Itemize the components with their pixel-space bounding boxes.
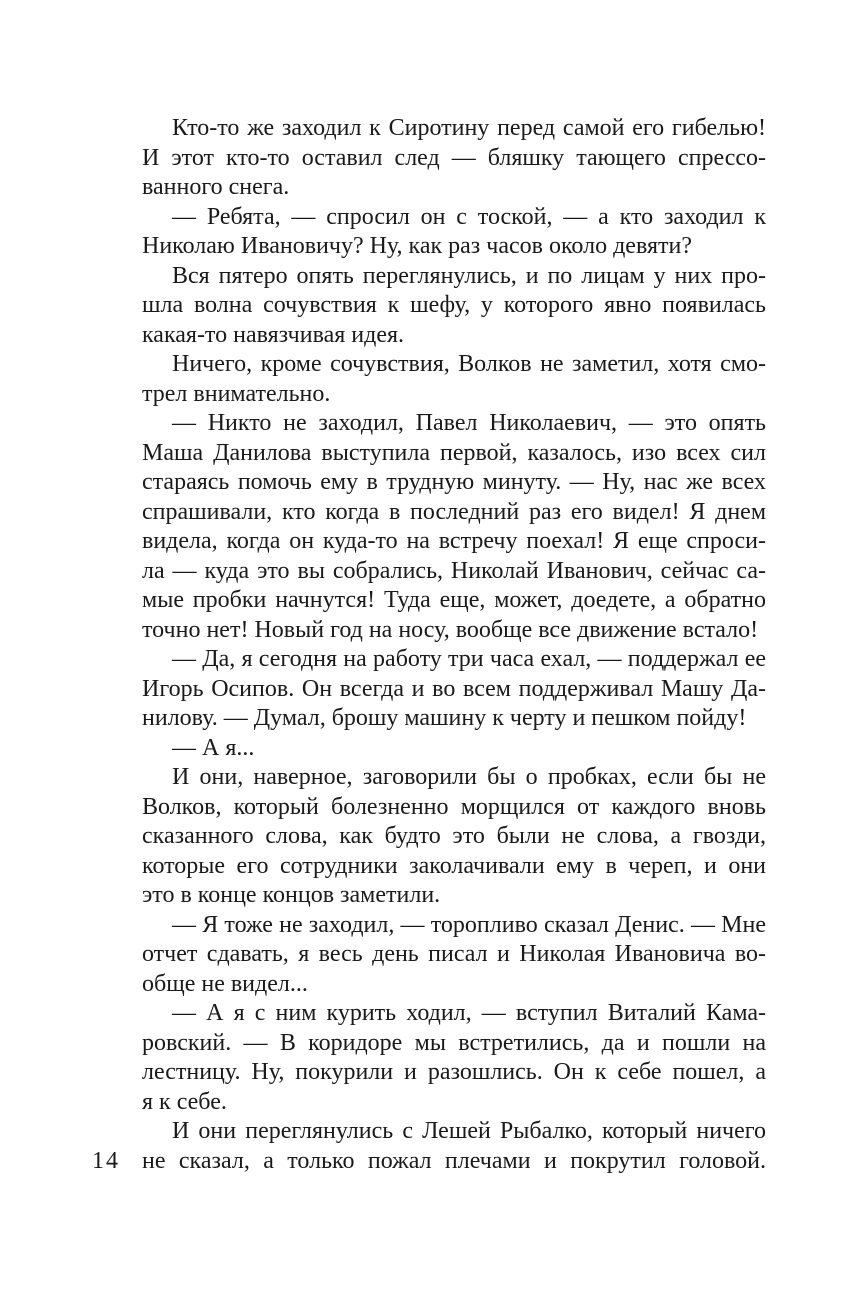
text-line: И они переглянулись с Лешей Рыбалко, который ничего xyxy=(172,1118,766,1144)
text-line: отчет сдавать, я весь день писал и Николая Ивановича во- xyxy=(142,941,766,967)
text-line: мые пробки начнутся! Туда еще, может, доедете, а обратно xyxy=(142,587,766,613)
text-line: — А я с ним курить ходил, — вступил Виталий Кама- xyxy=(172,1000,766,1026)
text-line: Волков, который болезненно морщился от каждого вновь xyxy=(142,793,766,820)
text-line: — А я... xyxy=(172,734,255,761)
page-body-text xyxy=(142,114,766,1176)
text-line: — Ребята, — спросил он с тоской, — а кто заходил к xyxy=(172,203,766,230)
text-line: это в конце концов заметили. xyxy=(142,882,441,908)
text-line: стараясь помочь ему в трудную минуту. — Ну, нас же всех xyxy=(142,469,766,495)
text-line: ла — куда это вы собрались, Николай Иванович, сейчас са- xyxy=(142,557,766,584)
text-line: шла волна сочувствия к шефу, у которого явно появилась xyxy=(142,292,766,318)
page-number: 14 xyxy=(92,1148,120,1174)
text-line: Игорь Осипов. Он всегда и во всем поддерживал Машу Да- xyxy=(142,675,766,702)
text-line: Маша Данилова выступила первой, казалось, изо всех сил xyxy=(142,439,766,466)
text-line: ванного снега. xyxy=(142,174,290,200)
text-line: — Я тоже не заходил, — торопливо сказал Денис. — Мне xyxy=(172,911,766,938)
text-line: какая-то навязчивая идея. xyxy=(142,321,405,348)
text-line: И этот кто-то оставил след — бляшку тающего спрессо- xyxy=(142,144,766,171)
text-line: видела, когда он куда-то на встречу поехал! Я еще спроси- xyxy=(142,528,766,554)
text-line: не сказал, а только пожал плечами и покрутил головой. xyxy=(142,1147,766,1174)
text-line: лестницу. Ну, покурили и разошлись. Он к себе пошел, а xyxy=(142,1059,766,1085)
text-line: я к себе. xyxy=(142,1088,227,1115)
text-line: точно нет! Новый год на носу, вообще все движение встало! xyxy=(142,616,759,643)
text-line: нилову. — Думал, брошу машину к черту и пешком пойду! xyxy=(142,705,747,731)
text-line: — Никто не заходил, Павел Николаевич, — это опять xyxy=(172,410,766,436)
text-line: ровский. — В коридоре мы встретились, да и пошли на xyxy=(142,1029,766,1056)
text-line: спрашивали, кто когда в последний раз его видел! Я днем xyxy=(142,498,766,525)
text-line: И они, наверное, заговорили бы о пробках, если бы не xyxy=(172,764,766,790)
text-line: Кто-то же заходил к Сиротину перед самой его гибелью! xyxy=(172,115,766,141)
text-line: трел внимательно. xyxy=(142,380,331,407)
text-line: которые его сотрудники заколачивали ему в череп, и они xyxy=(142,852,766,879)
text-line: Ничего, кроме сочувствия, Волков не заметил, хотя смо- xyxy=(172,351,766,377)
text-line: обще не видел... xyxy=(142,970,308,997)
text-line: — Да, я сегодня на работу три часа ехал, — поддержал ее xyxy=(172,646,766,672)
text-line: Николаю Ивановичу? Ну, как раз часов около девяти? xyxy=(142,233,692,259)
text-line: сказанного слова, как будто это были не слова, а гвозди, xyxy=(142,823,766,849)
text-line: Вся пятеро опять переглянулись, и по лицам у них про- xyxy=(172,262,766,289)
